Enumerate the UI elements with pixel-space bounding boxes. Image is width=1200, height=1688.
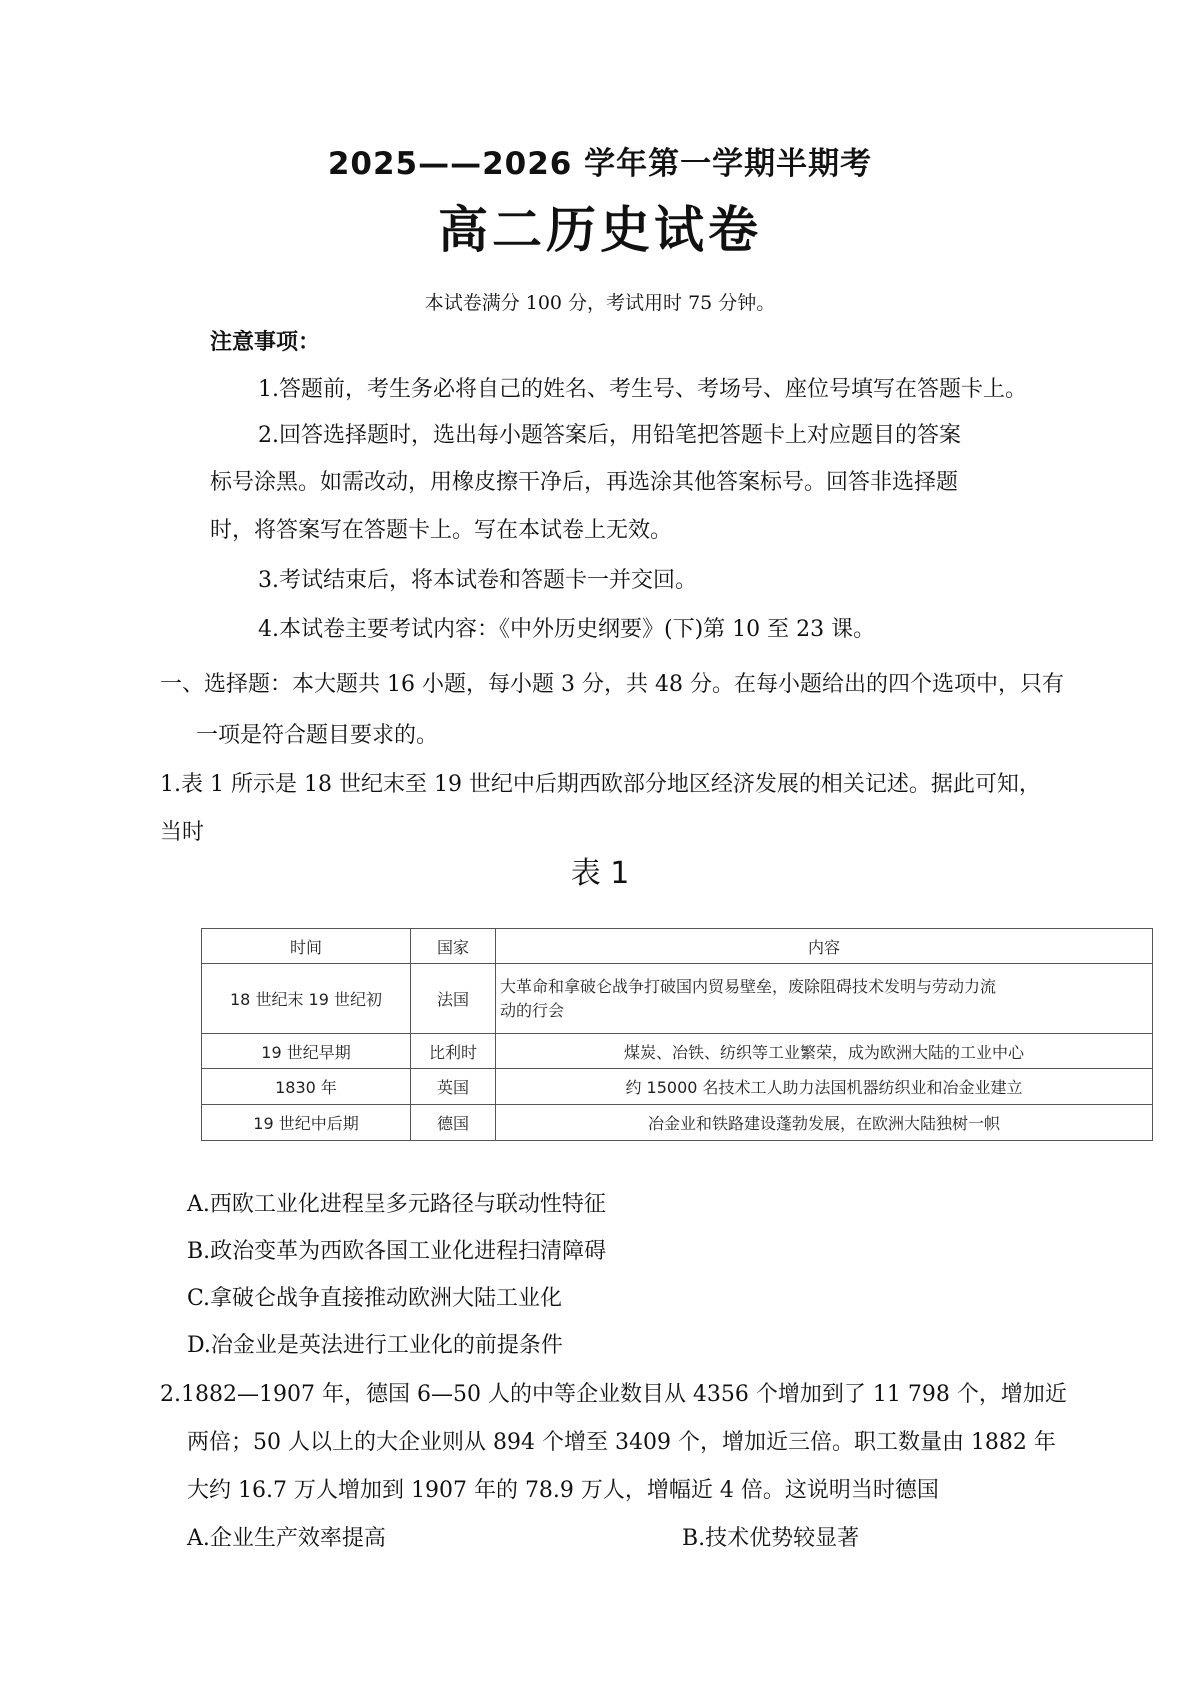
table-cell-line: 动的行会 [500, 1000, 565, 1020]
table-header-cell: 国家 [411, 929, 496, 964]
question-1-option-b: B.政治变革为西欧各国工业化进程扫清障碍 [187, 1239, 607, 1264]
table-cell: 煤炭、冶铁、纺织等工业繁荣，成为欧洲大陆的工业中心 [496, 1034, 1153, 1069]
question-1-stem: 1.表 1 所示是 18 世纪末至 19 世纪中后期西欧部分地区经济发展的相关记述。据此可知， [160, 772, 1041, 797]
exam-main-title: 高二历史试卷 [438, 201, 762, 259]
exam-info: 本试卷满分 100 分，考试用时 75 分钟。 [424, 292, 776, 314]
table-cell [496, 964, 1153, 1034]
table-title: 表 1 [570, 856, 630, 891]
question-1-option-d: D.冶金业是英法进行工业化的前提条件 [187, 1333, 563, 1358]
question-1-option-c: C.拿破仑战争直接推动欧洲大陆工业化 [187, 1286, 563, 1311]
notice-line: 标号涂黑。如需改动，用橡皮擦干净后，再选涂其他答案标号。回答非选择题 [210, 470, 959, 495]
notice-line: 1.答题前，考生务必将自己的姓名、考生号、考场号、座位号填写在答题卡上。 [258, 377, 1027, 402]
table-header-row [202, 929, 1153, 964]
table-cell: 德国 [411, 1105, 496, 1141]
table-cell: 18 世纪末 19 世纪初 [202, 964, 411, 1034]
table-cell-line: 大革命和拿破仑战争打破国内贸易壁垒，废除阻碍技术发明与劳动力流 [500, 976, 997, 996]
question-2-stem: 两倍；50 人以上的大企业则从 894 个增至 3409 个，增加近三倍。职工数量由 1882 年 [187, 1430, 1056, 1455]
table-cell: 冶金业和铁路建设蓬勃发展，在欧洲大陆独树一帜 [496, 1105, 1153, 1141]
table-cell: 19 世纪中后期 [202, 1105, 411, 1141]
table-row [202, 1105, 1153, 1141]
table-cell: 比利时 [411, 1034, 496, 1069]
table-row [202, 1069, 1153, 1105]
notice-line: 3.考试结束后，将本试卷和答题卡一并交回。 [258, 568, 697, 593]
table-header-cell: 内容 [496, 929, 1153, 964]
question-1-option-a: A.西欧工业化进程呈多元路径与联动性特征 [187, 1192, 606, 1217]
notice-heading: 注意事项： [210, 330, 321, 355]
table-row [202, 964, 1153, 1034]
question-2-stem: 大约 16.7 万人增加到 1907 年的 78.9 万人，增幅近 4 倍。这说明当时德国 [187, 1478, 939, 1503]
question-2-option-a: A.企业生产效率提高 [187, 1526, 386, 1551]
question-1-stem: 当时 [160, 820, 205, 845]
table-header-cell: 时间 [202, 929, 411, 964]
table-cell: 19 世纪早期 [202, 1034, 411, 1069]
notice-line: 2.回答选择题时，选出每小题答案后，用铅笔把答题卡上对应题目的答案 [258, 423, 961, 448]
data-table [201, 928, 1153, 1141]
question-2-option-b: B.技术优势较显著 [682, 1526, 860, 1551]
exam-super-title: 2025——2026 学年第一学期半期考 [327, 146, 873, 182]
table-cell: 约 15000 名技术工人助力法国机器纺织业和冶金业建立 [496, 1069, 1153, 1105]
notice-line: 4.本试卷主要考试内容：《中外历史纲要》(下)第 10 至 23 课。 [258, 617, 876, 642]
section-instruction: 一、选择题：本大题共 16 小题，每小题 3 分，共 48 分。在每小题给出的四个选项中，只有 [160, 672, 1064, 697]
table-cell: 法国 [411, 964, 496, 1034]
notice-line: 时，将答案写在答题卡上。写在本试卷上无效。 [210, 518, 673, 543]
question-2-stem: 2.1882—1907 年，德国 6—50 人的中等企业数目从 4356 个增加到了 11 798 个，增加近 [160, 1382, 1067, 1407]
table-row [202, 1034, 1153, 1069]
table-cell: 英国 [411, 1069, 496, 1105]
section-instruction: 一项是符合题目要求的。 [196, 723, 439, 748]
table-cell: 1830 年 [202, 1069, 411, 1105]
